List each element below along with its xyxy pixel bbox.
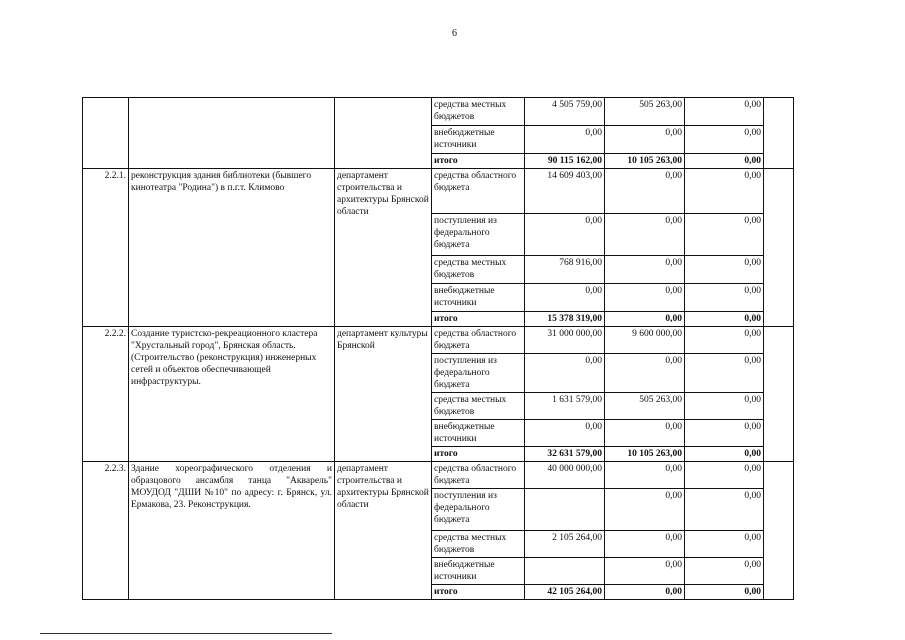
item-executor: департамент строительства и архитектуры Брянской области [335, 169, 432, 327]
source-cell: средства областного бюджета [432, 327, 525, 354]
source-cell: поступления из федерального бюджета [432, 214, 525, 256]
item-code: 2.2.2. [83, 327, 129, 462]
source-cell: поступления из федерального бюджета [432, 489, 525, 531]
value-cell: 31 000 000,00 [525, 327, 605, 354]
item-executor: департамент строительства и архитектуры Брянской области [335, 462, 432, 600]
item-name: реконструкция здания библиотеки (бывшего кинотеатра "Родина") в п.г.т. Климово [129, 169, 335, 327]
value-cell: 2 105 264,00 [525, 531, 605, 558]
total-value: 0,00 [685, 154, 764, 169]
item-name: Создание туристско-рекреационного кластера "Хрустальный город", Брянская область. (Строительство (реконструкция) инженерных сетей и объектов обеспечивающей инфраструктуры. [129, 327, 335, 462]
extra-column-cell [764, 462, 794, 600]
value-cell: 40 000 000,00 [525, 462, 605, 489]
value-cell: 505 263,00 [605, 98, 685, 126]
total-label: итого [432, 447, 525, 462]
value-cell: 0,00 [685, 489, 764, 531]
total-label: итого [432, 154, 525, 169]
source-cell: внебюджетные источники [432, 420, 525, 447]
extra-column-cell [764, 169, 794, 327]
value-cell: 0,00 [605, 256, 685, 284]
value-cell: 1 631 579,00 [525, 393, 605, 420]
footnote-separator [40, 633, 332, 634]
value-cell: 0,00 [525, 214, 605, 256]
value-cell: 0,00 [605, 126, 685, 154]
table-row [83, 327, 794, 354]
total-value: 42 105 264,00 [525, 585, 605, 600]
source-cell: поступления из федерального бюджета [432, 354, 525, 393]
value-cell: 0,00 [685, 327, 764, 354]
funding-table [82, 97, 794, 600]
value-cell: 768 916,00 [525, 256, 605, 284]
value-cell: 0,00 [605, 531, 685, 558]
value-cell: 0,00 [685, 462, 764, 489]
item-code: 2.2.1. [83, 169, 129, 327]
total-value: 0,00 [605, 312, 685, 327]
source-cell: средства областного бюджета [432, 462, 525, 489]
value-cell: 0,00 [685, 98, 764, 126]
source-cell: средства местных бюджетов [432, 256, 525, 284]
value-cell: 505 263,00 [605, 393, 685, 420]
table-row [83, 462, 794, 489]
value-cell: 0,00 [605, 489, 685, 531]
total-value: 0,00 [685, 312, 764, 327]
value-cell: 0,00 [685, 558, 764, 585]
source-cell: средства местных бюджетов [432, 531, 525, 558]
table-row [83, 169, 794, 214]
total-value: 0,00 [685, 447, 764, 462]
source-cell: средства местных бюджетов [432, 393, 525, 420]
value-cell: 0,00 [685, 420, 764, 447]
value-cell: 0,00 [525, 420, 605, 447]
value-cell [525, 489, 605, 531]
value-cell: 0,00 [685, 256, 764, 284]
value-cell: 0,00 [525, 354, 605, 393]
item-executor: департамент культуры Брянской [335, 327, 432, 462]
total-value: 10 105 263,00 [605, 447, 685, 462]
value-cell: 0,00 [605, 558, 685, 585]
total-value: 32 631 579,00 [525, 447, 605, 462]
value-cell: 0,00 [525, 284, 605, 312]
value-cell: 9 600 000,00 [605, 327, 685, 354]
source-cell: средства областного бюджета [432, 169, 525, 214]
code-cell [83, 98, 129, 169]
value-cell: 0,00 [685, 393, 764, 420]
extra-column-cell [764, 98, 794, 169]
total-label: итого [432, 585, 525, 600]
value-cell: 0,00 [685, 354, 764, 393]
value-cell: 0,00 [605, 462, 685, 489]
source-cell: внебюджетные источники [432, 558, 525, 585]
item-name: Здание хореографического отделения и образцового ансамбля танца "Акварель" МОУДОД "ДШИ №10" по адресу: г. Брянск, ул. Ермакова, 23. Реконструкция. [129, 462, 335, 600]
value-cell: 0,00 [605, 214, 685, 256]
executor-cell [335, 98, 432, 169]
source-cell: внебюджетные источники [432, 284, 525, 312]
value-cell [525, 558, 605, 585]
value-cell: 4 505 759,00 [525, 98, 605, 126]
value-cell: 0,00 [685, 169, 764, 214]
value-cell: 0,00 [605, 169, 685, 214]
table-row [83, 98, 794, 126]
total-value: 10 105 263,00 [605, 154, 685, 169]
value-cell: 0,00 [685, 214, 764, 256]
total-value: 90 115 162,00 [525, 154, 605, 169]
value-cell: 0,00 [605, 354, 685, 393]
item-code: 2.2.3. [83, 462, 129, 600]
value-cell: 0,00 [605, 284, 685, 312]
value-cell: 0,00 [685, 126, 764, 154]
value-cell: 14 609 403,00 [525, 169, 605, 214]
source-cell: внебюджетные источники [432, 126, 525, 154]
page-number: 6 [452, 28, 457, 39]
total-label: итого [432, 312, 525, 327]
value-cell: 0,00 [525, 126, 605, 154]
value-cell: 0,00 [685, 284, 764, 312]
extra-column-cell [764, 327, 794, 462]
source-cell: средства местных бюджетов [432, 98, 525, 126]
value-cell: 0,00 [685, 531, 764, 558]
total-value: 0,00 [685, 585, 764, 600]
total-value: 15 378 319,00 [525, 312, 605, 327]
name-cell [129, 98, 335, 169]
total-value: 0,00 [605, 585, 685, 600]
value-cell: 0,00 [605, 420, 685, 447]
